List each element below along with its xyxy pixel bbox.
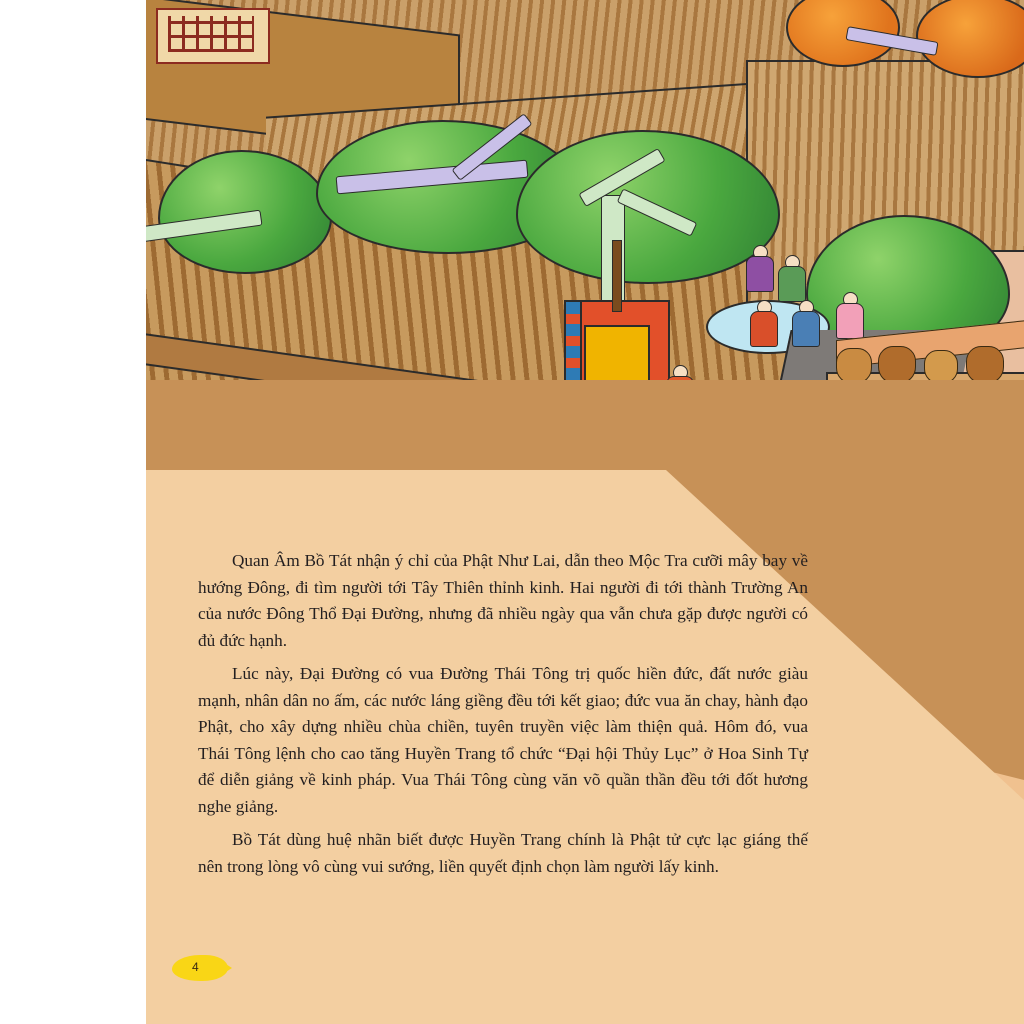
paragraph-1: Quan Âm Bồ Tát nhận ý chỉ của Phật Như Lai, dẫn theo Mộc Tra cưỡi mây bay về hướng Đông, đi tìm người tới Tây Thiên thỉnh kinh. Hai người đi tới thành Trường An của nước Đông Thổ Đại Đường, nhưng đã nhiều ngày qua vẫn chưa gặp được người có đủ đức hạnh. bbox=[198, 551, 808, 650]
villager-robe bbox=[792, 311, 820, 347]
fish-tail-icon bbox=[218, 959, 232, 977]
window-lattice-pattern bbox=[168, 16, 254, 52]
villager-robe bbox=[746, 256, 774, 292]
body-text bbox=[198, 548, 808, 887]
villager-robe bbox=[836, 303, 864, 339]
temple-banner-pole bbox=[612, 240, 622, 312]
page-number: 4 bbox=[192, 960, 199, 974]
villager-robe bbox=[778, 266, 806, 302]
pottery-jar-3 bbox=[924, 350, 958, 384]
page-number-badge bbox=[172, 955, 252, 991]
pottery-jar-2 bbox=[878, 346, 916, 384]
paragraph-3: Bồ Tát dùng huệ nhãn biết được Huyền Trang chính là Phật tử cực lạc giáng thế nên trong lòng vô cùng vui sướng, liền quyết định chọn làm người lấy kinh. bbox=[198, 830, 808, 876]
paragraph-2: Lúc này, Đại Đường có vua Đường Thái Tông trị quốc hiền đức, đất nước giàu mạnh, nhân dân no ấm, các nước láng giềng đều tới kết giao; đức vua ăn chay, hành đạo Phật, cho xây dựng nhiều chùa chiền, tuyên truyền việc làm thiện quả. Hôm đó, vua Thái Tông lệnh cho cao tăng Huyền Trang tổ chức “Đại hội Thủy Lục” ở Hoa Sinh Tự để diễn giảng về kinh pháp. Vua Thái Tông cùng văn võ quần thần đều tới đốt hương nghe giảng. bbox=[198, 664, 808, 816]
pottery-jar-1 bbox=[836, 348, 872, 384]
book-page bbox=[146, 0, 1024, 1024]
villager-robe bbox=[750, 311, 778, 347]
pottery-jar-4 bbox=[966, 346, 1004, 384]
